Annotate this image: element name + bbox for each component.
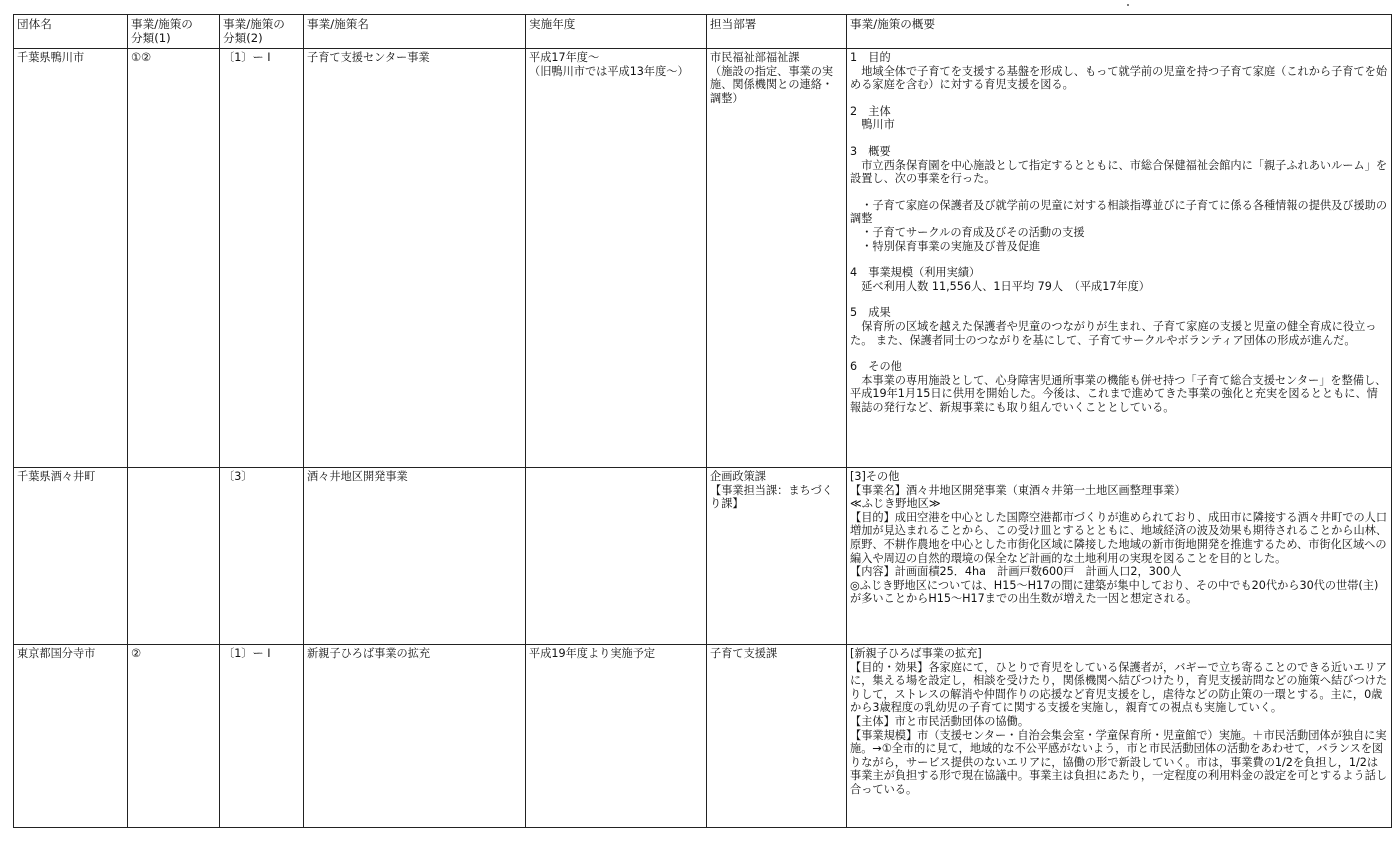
cell-project-name: 酒々井地区開発事業 bbox=[304, 468, 526, 645]
summary-bullet: ・特別保育事業の実施及び普及促進 bbox=[850, 239, 1041, 253]
cell-org: 東京都国分寺市 bbox=[14, 645, 128, 828]
summary-bullet: ・子育てサークルの育成及びその活動の支援 bbox=[850, 225, 1085, 239]
cell-year bbox=[526, 468, 707, 645]
summary-section-body: 保育所の区域を越えた保護者や児童のつながりが生まれ、子育て家庭の支援と児童の健全育成に役立った。 また、保護者同士のつながりを基にして、子育てサークルやボランティア団体の形成が進んだ。 bbox=[850, 319, 1377, 347]
summary-bullet: ・子育て家庭の保護者及び就学前の児童に対する相談指導並びに子育てに係る各種情報の提供及び援助の調整 bbox=[850, 198, 1388, 226]
header-row bbox=[14, 15, 1392, 49]
summary-section-title: 4 事業規模（利用実績） bbox=[850, 266, 981, 280]
scan-speck bbox=[1127, 4, 1129, 6]
cell-org: 千葉県鴨川市 bbox=[14, 49, 128, 468]
cell-category-2: 〔1〕ー Ⅰ bbox=[220, 645, 304, 828]
summary-section-title: 2 主体 bbox=[850, 104, 891, 118]
summary-section-title: 3 概要 bbox=[850, 144, 891, 158]
cell-summary bbox=[847, 468, 1392, 645]
survey-table bbox=[13, 14, 1392, 828]
cell-year: 平成17年度～ （旧鴨川市では平成13年度～） bbox=[526, 49, 707, 468]
cell-category-1: ①② bbox=[128, 49, 220, 468]
summary-line: 【主体】市と市民活動団体の協働。 bbox=[850, 714, 1030, 728]
summary-line: 【事業名】酒々井地区開発事業（東酒々井第一土地区画整理事業） bbox=[850, 483, 1186, 497]
cell-org: 千葉県酒々井町 bbox=[14, 468, 128, 645]
header-department: 担当部署 bbox=[707, 15, 847, 49]
survey-table-sheet bbox=[13, 14, 1391, 828]
summary-line: 【内容】計画面積25．4ha 計画戸数600戸 計画人口2，300人 bbox=[850, 565, 1182, 579]
summary-section-title: 6 その他 bbox=[850, 360, 902, 374]
summary-section-body: 本事業の専用施設として、心身障害児通所事業の機能も併せ持つ「子育て総合支援センター」を整備し、平成19年1月15日に供用を開始した。今後は、これまで進めてきた事業の強化と充実を図るとともに、情報誌の発行など、新規事業にも取り組んでいくこととしている。 bbox=[850, 373, 1387, 414]
summary-line: 【目的・効果】各家庭にて，ひとりで育児をしている保護者が，バギーで立ち寄ることのできる近いエリアに，集える場を設定し，相談を受けたり，関係機関へ結びつけたり，育児支援訪問などの施策へ結びつけたりして，ストレスの解消や仲間作りの応援など育児支援をし，虐待などの防止策の一環とする。主に，0歳から3歳程度の乳幼児の子育てに関する支援を実施し，親育ての視点も実施していく。 bbox=[850, 660, 1388, 715]
table-row bbox=[14, 468, 1392, 645]
header-category-1: 事業/施策の 分類(1) bbox=[128, 15, 220, 49]
header-project-name: 事業/施策名 bbox=[304, 15, 526, 49]
header-category-2: 事業/施策の 分類(2) bbox=[220, 15, 304, 49]
summary-line: 【目的】成田空港を中心とした国際空港都市づくりが進められており、成田市に隣接する酒々井町での人口増加が見込まれることから、この受け皿とするとともに、地域経済の波及効果も期待されることから山林、原野、不耕作農地を中心とした市街化区域に隣接した地域の新市街地開発を推進するため、市街化区域への編入や周辺の自然的環境の保全など計画的な土地利用の実現を図ることを目的とした。 bbox=[850, 510, 1388, 565]
summary-line: ≪ふじき野地区≫ bbox=[850, 497, 941, 511]
cell-department: 子育て支援課 bbox=[707, 645, 847, 828]
table-row bbox=[14, 49, 1392, 468]
table-row bbox=[14, 645, 1392, 828]
summary-section-body: 鴨川市 bbox=[850, 118, 895, 132]
cell-summary bbox=[847, 49, 1392, 468]
summary-section-title: 1 目的 bbox=[850, 51, 891, 64]
cell-category-1 bbox=[128, 468, 220, 645]
summary-line: [3]その他 bbox=[850, 470, 900, 483]
header-summary: 事業/施策の概要 bbox=[847, 15, 1392, 49]
cell-category-1: ② bbox=[128, 645, 220, 828]
cell-summary bbox=[847, 645, 1392, 828]
summary-line: [新親子ひろば事業の拡充] bbox=[850, 647, 982, 660]
summary-section-body: 延べ利用人数 11,556人、1日平均 79人 （平成17年度） bbox=[850, 279, 1150, 293]
cell-department: 市民福祉部福祉課 （施設の指定、事業の実施、関係機関との連絡・調整） bbox=[707, 49, 847, 468]
cell-category-2: 〔3〕 bbox=[220, 468, 304, 645]
summary-section-body: 市立西条保育園を中心施設として指定するとともに、市総合保健福祉会館内に「親子ふれあいルーム」を設置し、次の事業を行った。 bbox=[850, 158, 1388, 186]
cell-department: 企画政策課 【事業担当課：まちづくり課】 bbox=[707, 468, 847, 645]
summary-line: 【事業規模】市（支援センター・自治会集会室・学童保育所・児童館で）実施。＋市民活動団体が独自に実施。→①全市的に見て，地域的な不公平感がないよう，市と市民活動団体の活動をあわせて，バランスを図りながら，サービス提供のないエリアに，協働の形で新設していく。市は，事業費の1/2を負担し，1/2は事業主が負担する形で現在協議中。事業主は負担にあたり，一定程度の利用料金の設定を可とするよう話し合っている。 bbox=[850, 728, 1388, 796]
summary-section-title: 5 成果 bbox=[850, 306, 891, 320]
summary-line: ◎ふじき野地区については、H15～H17の間に建築が集中しており、その中でも20代から30代の世帯(主)が多いことからH15～H17までの出生数が増えた一因と想定される。 bbox=[850, 578, 1379, 606]
cell-project-name: 子育て支援センター事業 bbox=[304, 49, 526, 468]
summary-section-body: 地域全体で子育てを支援する基盤を形成し、もって就学前の児童を持つ子育て家庭（これから子育てを始める家庭を含む）に対する育児支援を図る。 bbox=[850, 64, 1388, 92]
header-org: 団体名 bbox=[14, 15, 128, 49]
cell-category-2: 〔1〕ー Ⅰ bbox=[220, 49, 304, 468]
cell-year: 平成19年度より実施予定 bbox=[526, 645, 707, 828]
header-year: 実施年度 bbox=[526, 15, 707, 49]
cell-project-name: 新親子ひろば事業の拡充 bbox=[304, 645, 526, 828]
